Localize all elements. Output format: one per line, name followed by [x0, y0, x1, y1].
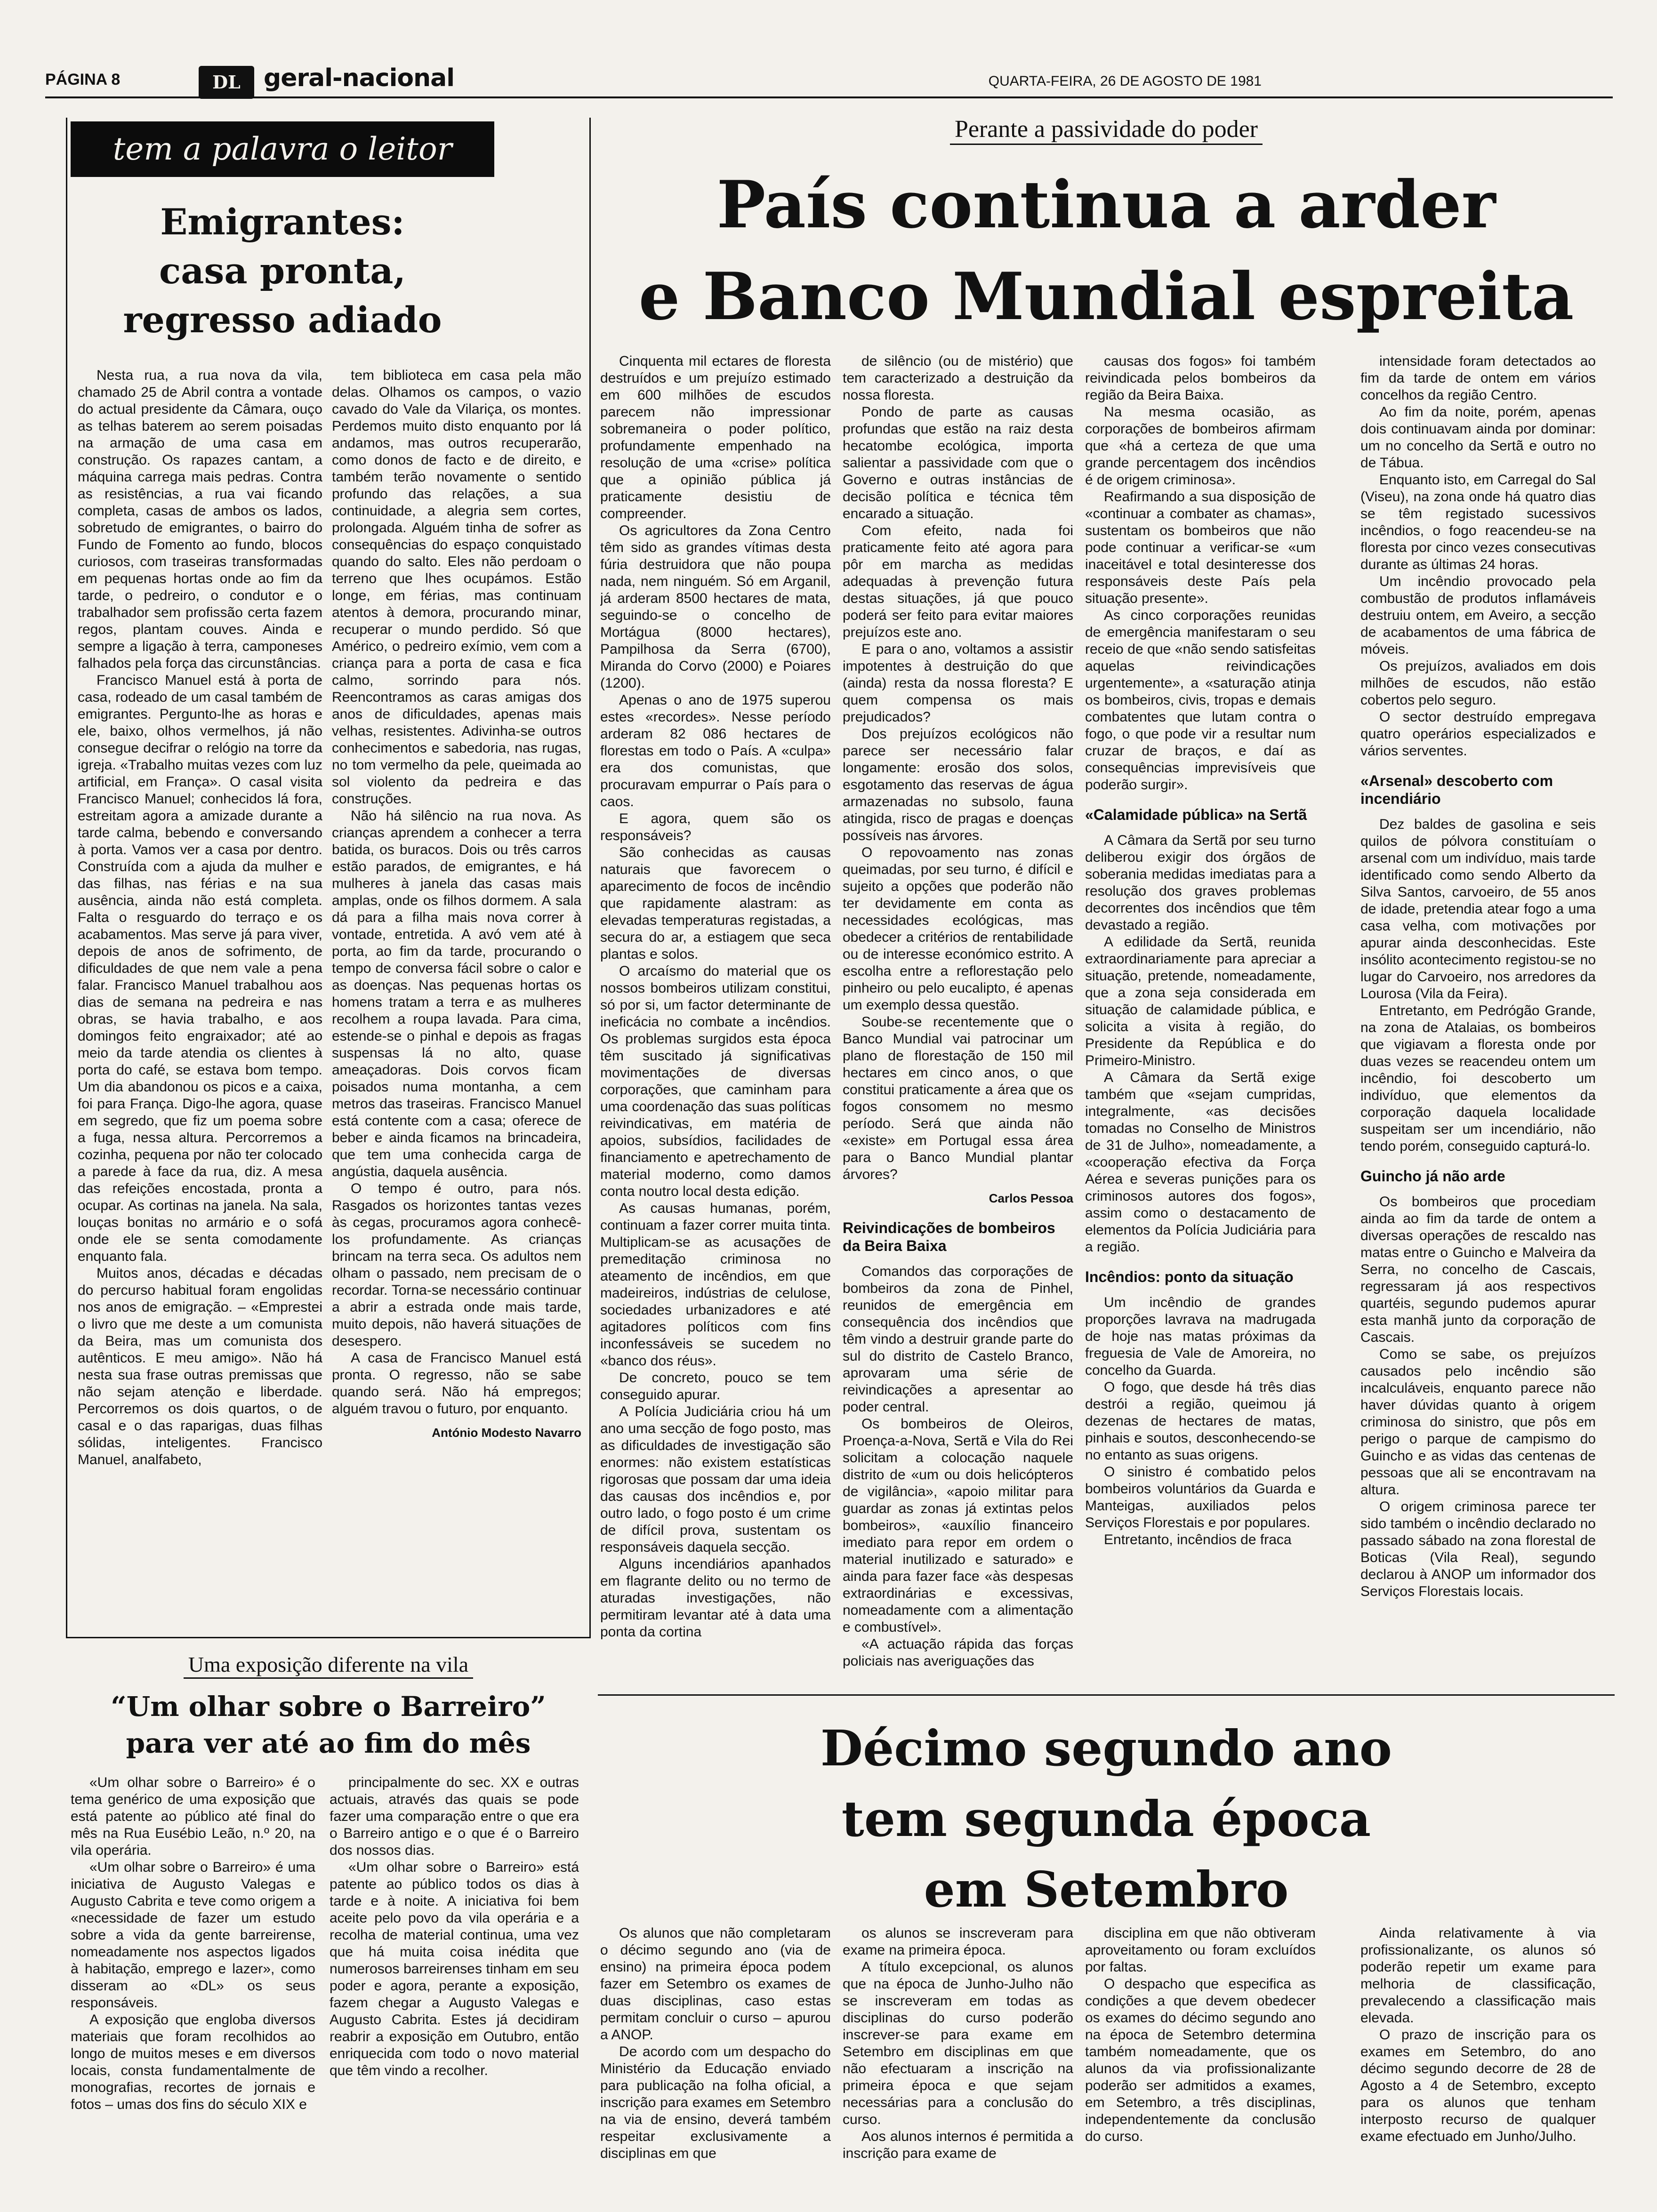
- paragraph: A Câmara da Sertã por seu turno deliberou exigir dos órgãos de soberania medidas imediatas para a resolução dos graves problemas decorrentes dos incêndios que têm devastado a região.: [1085, 833, 1316, 933]
- paragraph: Como se sabe, os prejuízos causados pelo incêndio são incalculáveis, enquanto parece não haver dúvidas quanto à origem criminosa do sinistro, que pôs em perigo o parque de campismo do Guincho e as vidas das centenas de pessoas que ali se encontravam na altura.: [1360, 1346, 1596, 1498]
- barreiro-headline-line-2: para ver até ao fim do mês: [126, 1727, 531, 1759]
- paragraph: As cinco corporações reunidas de emergência manifestaram o seu receio de que «não sendo satisfeitas aquelas reivindicações urgentemente», a «saturação atinja os bombeiros, civis, tropas e demais combatentes que lutam contra o fogo, o que pode vir a resultar num cruzar de braços, e daí as consequências imprevisíveis que poderão surgir».: [1085, 608, 1316, 793]
- readers-headline-line: casa pronta,: [159, 250, 406, 292]
- main-kicker-text: Perante a passividade do poder: [950, 116, 1263, 145]
- paragraph: A Polícia Judiciária criou há um ano uma secção de fogo posto, mas as dificuldades de investigação são enormes: não existem estatísticas rigorosas que possam dar uma ideia das causas dos incêndios e, por outro lado, o fogo posto é um crime de difícil prova, sustentam os responsáveis daquela secção.: [600, 1404, 831, 1555]
- paragraph: O sector destruído empregava quatro operários especializados e vários serventes.: [1360, 709, 1596, 759]
- paragraph: A Câmara da Sertã exige também que «sejam cumpridas, integralmente, «as decisões tomadas no Conselho de Ministros de 31 de Julho», nomeadamente, a «cooperação efectiva da Força Aérea e severas punições para os criminosos autores dos fogos», assim como o destacamento de elementos da Polícia Judiciária para a região.: [1085, 1070, 1316, 1255]
- school-column-3: [1085, 1925, 1316, 2203]
- paragraph: De concreto, pouco se tem conseguido apurar.: [600, 1370, 831, 1403]
- barreiro-headline-line-1: “Um olhar sobre o Barreiro”: [111, 1691, 546, 1723]
- paragraph: A exposição que engloba diversos materiais que foram recolhidos ao longo de muitos meses e em diversos locais, consta fundamentalmente de monografias, recortes de jornais e fotos – umas dos fins do século XIX e: [71, 2012, 315, 2112]
- school-column-2: [843, 1925, 1073, 2203]
- subhead: «Arsenal» descoberto com incendiário: [1360, 772, 1553, 807]
- paragraph: «Um olhar sobre o Barreiro» é uma iniciativa de Augusto Valegas e Augusto Cabrita e teve como origem a «necessidade de fazer um estudo sobre a vida da gente barreirense, nomeadamente nos aspectos ligados à habitação, emprego e lazer», como disseram ao «DL» os seus responsáveis.: [71, 1859, 315, 2011]
- byline: Carlos Pessoa: [989, 1191, 1073, 1205]
- paragraph: Francisco Manuel está à porta de casa, rodeado de um casal também de emigrantes. Pergunto-lhe as horas e ele, baixo, olhos vermelhos, já não consegue decifrar o relógio na torre da igreja. «Trabalho muitas vezes com luz artificial, em França». O casal visita Francisco Manuel; conhecidos lá fora, estreitam agora a amizade durante a tarde calma, bebendo e conversando à porta. Vamos ver a casa por dentro. Construída com a ajuda da mulher e das filhas, nas férias e na sua ausência, ainda não está completa. Falta o resguardo do terraço e os acabamentos. Mas serve já para viver, depois de anos de sofrimento, de dificuldades de que nem vale a pena falar. Francisco Manuel trabalhou aos dias de semana na pedreira e nas obras, se havia trabalho, e aos domingos feito engraixador; até ao meio da tarde atendia os clientes à porta do café, se estava bom tempo. Um dia abandonou os picos e a caixa, foi para França. Digo-lhe agora, quase em segredo, que fiz um poema sobre a fuga, nessa altura. Percorremos a cozinha, pequena por não ter colocado a parede à face da rua, diz. A mesa das refeições encostada, pronta a ocupar. As cortinas na janela. Na sala, louças bonitas no armário e o sofá onde ele se senta comodamente enquanto fala.: [78, 673, 322, 1264]
- paragraph: O despacho que especifica as condições a que devem obedecer os exames do décimo segundo ano na época de Setembro determina também nomeadamente, que os alunos da via profissionalizante poderão ser admitidos a exames, em Setembro, a três disciplinas, independentemente da conclusão do curso.: [1085, 1976, 1316, 2144]
- paragraph: O fogo, que desde há três dias destrói a região, queimou já dezenas de hectares de matas, pinhais e soutos, desconhecendo-se no entanto as suas origens.: [1085, 1379, 1316, 1463]
- paragraph: E agora, quem são os responsáveis?: [600, 811, 831, 843]
- subhead: «Calamidade pública» na Sertã: [1085, 806, 1307, 823]
- paragraph: A título excepcional, os alunos que na época de Junho-Julho não se inscreveram em todas as disciplinas do curso poderão inscrever-se para exame em Setembro em disciplinas em que não efectuaram a inscrição na primeira época e que sejam necessárias para a conclusão do curso.: [843, 1959, 1073, 2127]
- main-column-1: [600, 353, 831, 1687]
- subhead: Incêndios: ponto da situação: [1085, 1268, 1294, 1285]
- paragraph: As causas humanas, porém, continuam a fazer correr muita tinta. Multiplicam-se as acusações de premeditação criminosa no ateamento de incêndios, em que madeireiros, indústrias de celulose, sociedades urbanizadores e até agitadores políticos com fins inconfessáveis se sucedem no «banco dos réus».: [600, 1201, 831, 1369]
- paragraph: Dez baldes de gasolina e seis quilos de pólvora constituíam o arsenal com um indivíduo, mais tarde identificado como sendo Alberto da Silva Santos, carvoeiro, de 55 anos de idade, pretendia atear fogo a uma casa velha, com motivações por apurar ainda desconhecidas. Este insólito acontecimento registou-se no lugar do Carvoeiro, nos arredores da Lourosa (Vila da Feira).: [1360, 817, 1596, 1002]
- readers-headline: [71, 198, 494, 345]
- paragraph: Soube-se recentemente que o Banco Mundial vai patrocinar um plano de florestação de 150 mil hectares em cinco anos, o que constitui praticamente a área que os fogos consomem no mesmo período. Será que ainda não «existe» em Portugal essa área para o Banco Mundial plantar árvores?: [843, 1014, 1073, 1182]
- paragraph: Os alunos que não completaram o décimo segundo ano (via de ensino) na primeira época podem fazer em Setembro os exames de duas disciplinas, caso estas permitam concluir o curso – apurou a ANOP.: [600, 1925, 831, 2043]
- paragraph: O arcaísmo do material que os nossos bombeiros utilizam constitui, só por si, um factor determinante de ineficácia no combate a incêndios. Os problemas surgidos esta época têm suscitado já significativas movimentações de diversas corporações, que caminham para uma coordenação das suas políticas reivindicativas, em matéria de apoios, subsídios, facilidades de financiamento e apetrechamento de material moderno, como damos conta noutro local desta edição.: [600, 963, 831, 1199]
- readers-banner: [71, 121, 494, 177]
- paragraph: Ao fim da noite, porém, apenas dois continuavam ainda por dominar: um no concelho da Sertã e outro no de Tábua.: [1360, 404, 1596, 471]
- paragraph: de silêncio (ou de mistério) que tem caracterizado a destruição da nossa floresta.: [843, 353, 1073, 403]
- paragraph: Um incêndio provocado pela combustão de produtos inflamáveis destruiu ontem, em Aveiro, a secção de acabamentos de uma fábrica de móveis.: [1360, 574, 1596, 657]
- paragraph: Um incêndio de grandes proporções lavrava na madrugada de hoje nas matas próximas da freguesia de Vale de Amoreira, no concelho da Guarda.: [1085, 1295, 1316, 1378]
- paragraph: Comandos das corporações de bombeiros da zona de Pinhel, reunidos de emergência em consequência dos incêndios que têm vindo a destruir grande parte do sul do distrito de Castelo Branco, aprovaram uma série de reivindicações a apresentar ao poder central.: [843, 1264, 1073, 1415]
- school-headline: [598, 1713, 1615, 1925]
- section-logo-text: DL: [212, 72, 241, 93]
- school-column-4: [1360, 1925, 1596, 2203]
- paragraph: Aos alunos internos é permitida a inscrição para exame de: [843, 2129, 1073, 2161]
- paragraph: intensidade foram detectados ao fim da tarde de ontem em vários concelhos da região Centro.: [1360, 353, 1596, 403]
- paragraph: De acordo com um despacho do Ministério da Educação enviado para publicação na folha oficial, a inscrição para exames em Setembro na via de ensino, deverá também respeitar exclusivamente a disciplinas em que: [600, 2044, 831, 2161]
- paragraph: Muitos anos, décadas e décadas do percurso habitual foram engolidas nos anos de emigração. – «Emprestei o livro que me deste a um comunista da Beira, mas um comunista dos autênticos. E meu amigo». Não há nesta sua frase outras premissas que não sejam atenção e liberdade. Percorremos os dois quartos, o de casal e o das raparigas, duas filhas sólidas, inteligentes. Francisco Manuel, analfabeto,: [78, 1266, 322, 1467]
- paragraph: O tempo é outro, para nós. Rasgados os horizontes tantas vezes às cegas, procuramos agora conhecê-los profundamente. As crianças brincam na terra seca. Os adultos nem olham o passado, nem precisam de o recordar. Torna-se necessário continuar a abrir a estrada onde mais tarde, muito depois, não haverá situações de desespero.: [332, 1181, 581, 1349]
- main-column-3: [1085, 353, 1316, 1687]
- paragraph: Enquanto isto, em Carregal do Sal (Viseu), na zona onde há quatro dias se têm registado sucessivos incêndios, o fogo reacendeu-se na floresta por cinco vezes consecutivas durante as últimas 24 horas.: [1360, 472, 1596, 572]
- paragraph: Dos prejuízos ecológicos não parece ser necessário falar longamente: erosão dos solos, esgotamento das reservas de água armazenadas no subsolo, fauna atingida, risco de pragas e doenças possíveis nas árvores.: [843, 726, 1073, 843]
- barreiro-kicker-text: Uma exposição diferente na vila: [184, 1652, 473, 1679]
- school-column-1: [600, 1925, 831, 2203]
- school-headline-line: Décimo segundo ano: [820, 1719, 1392, 1777]
- main-headline-line-1: País continua a arder: [716, 166, 1496, 243]
- paragraph: Ainda relativamente à via profissionalizante, os alunos só poderão repetir um exame para melhoria de classificação, prevalecendo a classificação mais elevada.: [1360, 1925, 1596, 2026]
- paragraph: O repovoamento nas zonas queimadas, por seu turno, é difícil e sujeito a opções que poderão não ter devidamente em conta as necessidades ecológicas, mas obedecer a critérios de rentabilidade ou de interesse económico estrito. A escolha entre a reflorestação pelo pinheiro ou pelo eucalipto, é apenas um exemplo dessa questão.: [843, 845, 1073, 1013]
- barreiro-kicker: [66, 1652, 591, 1677]
- issue-date: QUARTA-FEIRA, 26 DE AGOSTO DE 1981: [988, 73, 1262, 89]
- readers-box-right: [589, 118, 591, 1638]
- paragraph: causas dos fogos» foi também reivindicada pelos bombeiros da região da Beira Baixa.: [1085, 353, 1316, 403]
- page-number: PÁGINA 8: [45, 71, 121, 88]
- author-signature: António Modesto Navarro: [432, 1426, 581, 1440]
- readers-headline-line: regresso adiado: [123, 299, 442, 341]
- paragraph: A edilidade da Sertã, reunida extraordinariamente para apreciar a situação, pretende, nomeadamente, que a zona seja considerada em situação de calamidade pública, e solicita a visita à região, do Presidente da República e do Primeiro-Ministro.: [1085, 934, 1316, 1068]
- paragraph: Não há silêncio na rua nova. As crianças aprendem a conhecer a terra batida, os buracos. Dois ou três carros estão parados, de emigrantes, e há mulheres à janela das casas mais amplas, onde os filhos dormem. A sala dá para a filha mais nova correr à vontade, entretida. A avó vem até à porta, ao fim da tarde, procurando o tempo de conversa fácil sobre o calor e as doenças. Nas pequenas hortas os homens tratam a terra e as mulheres recolhem a roupa lavada. Para cima, estende-se o pinhal e depois as fragas suspensas lá no alto, quase ameaçadoras. Dois corvos ficam poisados numa montanha, a cem metros das traseiras. Francisco Manuel está contente com a casa; oferece de beber e ainda ficamos na brincadeira, que tem uma conhecida carga de angústia, daquela ausência.: [332, 808, 581, 1179]
- paragraph: Os bombeiros de Oleiros, Proença-a-Nova, Sertã e Vila do Rei solicitam a colocação naquele distrito de «um ou dois helicópteros de vigilância», «apoio militar para guardar as zonas já extintas pelos bombeiros», «auxílio financeiro imediato para repor em ordem o material inutilizado e saturado» e ainda para fazer face «às despesas extraordinárias e excessivas, nomeadamente com a alimentação e combustível».: [843, 1416, 1073, 1635]
- subhead: Guincho já não arde: [1360, 1168, 1505, 1185]
- paragraph: Na mesma ocasião, as corporações de bombeiros afirmam que «há a certeza de que uma grande percentagem dos incêndios é de origem criminosa».: [1085, 404, 1316, 488]
- paragraph: Apenas o ano de 1975 superou estes «recordes». Nesse período arderam 82 086 hectares de florestas em todo o País. A «culpa» era dos comunistas, que procuravam empurrar o País para o caos.: [600, 692, 831, 809]
- section-logo: [199, 66, 254, 99]
- paragraph: Os agricultores da Zona Centro têm sido as grandes vítimas desta fúria destruidora que não poupa nada, nem ninguém. Só em Arganil, já arderam 8500 hectares de mata, seguindo-se o concelho de Mortágua (8000 hectares), Pampilhosa da Serra (6700), Miranda do Corvo (2000) e Poiares (1200).: [600, 523, 831, 691]
- main-column-2: [843, 353, 1073, 1687]
- main-column-4: [1360, 353, 1596, 1687]
- paragraph: Reafirmando a sua disposição de «continuar a combater as chamas», sustentam os bombeiros que não pode continuar a verificar-se «um inaceitável e total desinteresse dos responsáveis deste País pela situação presente».: [1085, 489, 1316, 606]
- paragraph: O prazo de inscrição para os exames em Setembro, do ano décimo segundo decorre de 28 de Agosto a 4 de Setembro, excepto para os alunos que tenham interposto recurso de qualquer exame efectuado em Junho/Julho.: [1360, 2027, 1596, 2144]
- paragraph: A casa de Francisco Manuel está pronta. O regresso, não se sabe quando será. Não há empregos; alguém travou o futuro, por enquanto.: [332, 1350, 581, 1417]
- paragraph: Entretanto, em Pedrógão Grande, na zona de Atalaias, os bombeiros que vigiavam a floresta onde por duas vezes se reacendeu ontem um incêndio, foi descoberto um indivíduo, que elementos da corporação daquela localidade suspeitam ser um incendiário, não tendo porém, conseguido capturá-lo.: [1360, 1003, 1596, 1154]
- main-story-bottom-rule: [598, 1694, 1615, 1696]
- paragraph: Os prejuízos, avaliados em dois milhões de escudos, não estão cobertos pelo seguro.: [1360, 658, 1596, 708]
- paragraph: O sinistro é combatido pelos bombeiros voluntários da Guarda e Manteigas, auxiliados pelos Serviços Florestais e por populares.: [1085, 1464, 1316, 1531]
- paragraph: os alunos se inscreveram para exame na primeira época.: [843, 1925, 1073, 1958]
- paragraph: Pondo de parte as causas profundas que estão na raiz desta hecatombe ecológica, importa salientar a passividade com que o Governo e outras instâncias de decisão política e técnica têm encarado a situação.: [843, 404, 1073, 521]
- readers-box-bottom: [66, 1637, 591, 1638]
- main-kicker: [598, 115, 1615, 143]
- subhead: Reivindicações de bombeiros da Beira Baixa: [843, 1219, 1055, 1254]
- paragraph: Nesta rua, a rua nova da vila, chamado 25 de Abril contra a vontade do actual presidente da Câmara, ouço as telhas baterem ao serem poisadas na armação de uma casa em construção. Os rapazes cantam, a máquina carrega mais pedras. Contra as resistências, a rua vai ficando completa, casas de ambos os lados, sobretudo de emigrantes, o bairro do Fundo de Fomento ao fundo, blocos curiosos, com traseiras transformadas em pequenas hortas onde ao fim da tarde, o pedreiro, o condutor e o trabalhador sem profissão certa fazem regos, plantam couves. Ainda e sempre a ligação à terra, camponeses falhados pela força das circunstâncias.: [78, 368, 322, 671]
- paragraph: «Um olhar sobre o Barreiro» está patente ao público todos os dias à tarde e à noite. A iniciativa foi bem aceite pelo povo da vila operária e a recolha de material continua, uma vez que há muita coisa inédita que numerosos barreirenses tinham em seu poder e agora, perante a exposição, fazem chegar a Augusto Valegas e Augusto Cabrita. Estes já decidiram reabrir a exposição em Outubro, então enriquecida com todo o novo material que têm vindo a recolher.: [330, 1859, 579, 2078]
- paragraph: Os bombeiros que procediam ainda ao fim da tarde de ontem a diversas operações de rescaldo nas matas entre o Guincho e Malveira da Serra, no concelho de Cascais, regressaram já aos respectivos quartéis, segundo pudemos apurar esta manhã junto da corporação de Cascais.: [1360, 1194, 1596, 1345]
- section-title: geral-nacional: [264, 64, 455, 92]
- school-headline-line: tem segunda época: [841, 1790, 1371, 1848]
- school-headline-line: em Setembro: [924, 1860, 1289, 1918]
- header-rule: [45, 96, 1613, 98]
- paragraph: Com efeito, nada foi praticamente feito até agora para pôr em marcha as medidas adequadas à prevenção futura destas situações, já que pouco poderá ser feito para evitar maiores prejuízos este ano.: [843, 523, 1073, 640]
- readers-box-left: [66, 118, 67, 1638]
- paragraph: tem biblioteca em casa pela mão delas. Olhamos os campos, o vazio cavado do Vale da Vilariça, os montes. Perdemos muito disto enquanto por lá andamos, mas outros recuperarão, como donos de facto e de direito, e também terão novamente o sentido profundo das relações, a sua continuidade, a alegria sem cortes, prolongada. Alguém tinha de sofrer as consequências do espaço conquistado quando do salto. Eles não perdoam o terreno que lhes ocupámos. Estão longe, em férias, mas continuam atentos à demora, procurando minar, recuperar o mundo perdido. Só que Américo, o pedreiro exímio, vem com a criança para a porta de casa e fica calmo, sorrindo para nós. Reencontramos as caras amigas dos anos de dificuldades, apenas mais velhas, resistentes. Adivinha-se outros conhecimentos e sabedoria, nas rugas, no tom vermelho da pele, queimada ao sol violento da pedreira e das construções.: [332, 368, 581, 807]
- paragraph: Entretanto, incêndios de fraca: [1104, 1532, 1292, 1547]
- paragraph: O origem criminosa parece ter sido também o incêndio declarado no passado sábado na zona florestal de Boticas (Vila Real), segundo declarou à ANOP um informador dos Serviços Florestais locais.: [1360, 1499, 1596, 1599]
- paragraph: E para o ano, voltamos a assistir impotentes à destruição do que (ainda) resta da nossa floresta? E quem compensa os mais prejudicados?: [843, 641, 1073, 725]
- paragraph: Cinquenta mil ectares de floresta destruídos e um prejuízo estimado em 600 milhões de escudos parecem não impressionar sobremaneira o poder político, profundamente empenhado na resolução de uma «crise» política que a opinião pública já praticamente desistiu de compreender.: [600, 353, 831, 521]
- readers-banner-text: tem a palavra o leitor: [113, 131, 452, 167]
- barreiro-column-1: [71, 1774, 315, 2203]
- paragraph: «Um olhar sobre o Barreiro» é o tema genérico de uma exposição que está patente ao público até final do mês na Rua Eusébio Leão, n.º 20, na vila operária.: [71, 1775, 315, 1858]
- paragraph: principalmente do sec. XX e outras actuais, através das quais se pode fazer uma comparação entre o que era o Barreiro antigo e o que é o Barreiro dos nossos dias.: [330, 1775, 579, 1858]
- paragraph: Alguns incendiários apanhados em flagrante delito ou no termo de aturadas investigações, não permitiram levantar até à data uma ponta da cortina: [600, 1556, 831, 1640]
- readers-column-2: [332, 367, 581, 1633]
- readers-headline-line: Emigrantes:: [160, 201, 405, 243]
- readers-column-1: [78, 367, 322, 1633]
- barreiro-column-2: [330, 1774, 579, 2203]
- paragraph: São conhecidas as causas naturais que favorecem o aparecimento de focos de incêndio que rapidamente alastram: as elevadas temperaturas registadas, a secura do ar, a estiagem que seca plantas e solos.: [600, 845, 831, 962]
- paragraph: disciplina em que não obtiveram aproveitamento ou foram excluídos por faltas.: [1085, 1925, 1316, 1975]
- paragraph: «A actuação rápida das forças policiais nas averiguações das: [843, 1636, 1073, 1669]
- main-headline-line-2: e Banco Mundial espreita: [638, 258, 1574, 335]
